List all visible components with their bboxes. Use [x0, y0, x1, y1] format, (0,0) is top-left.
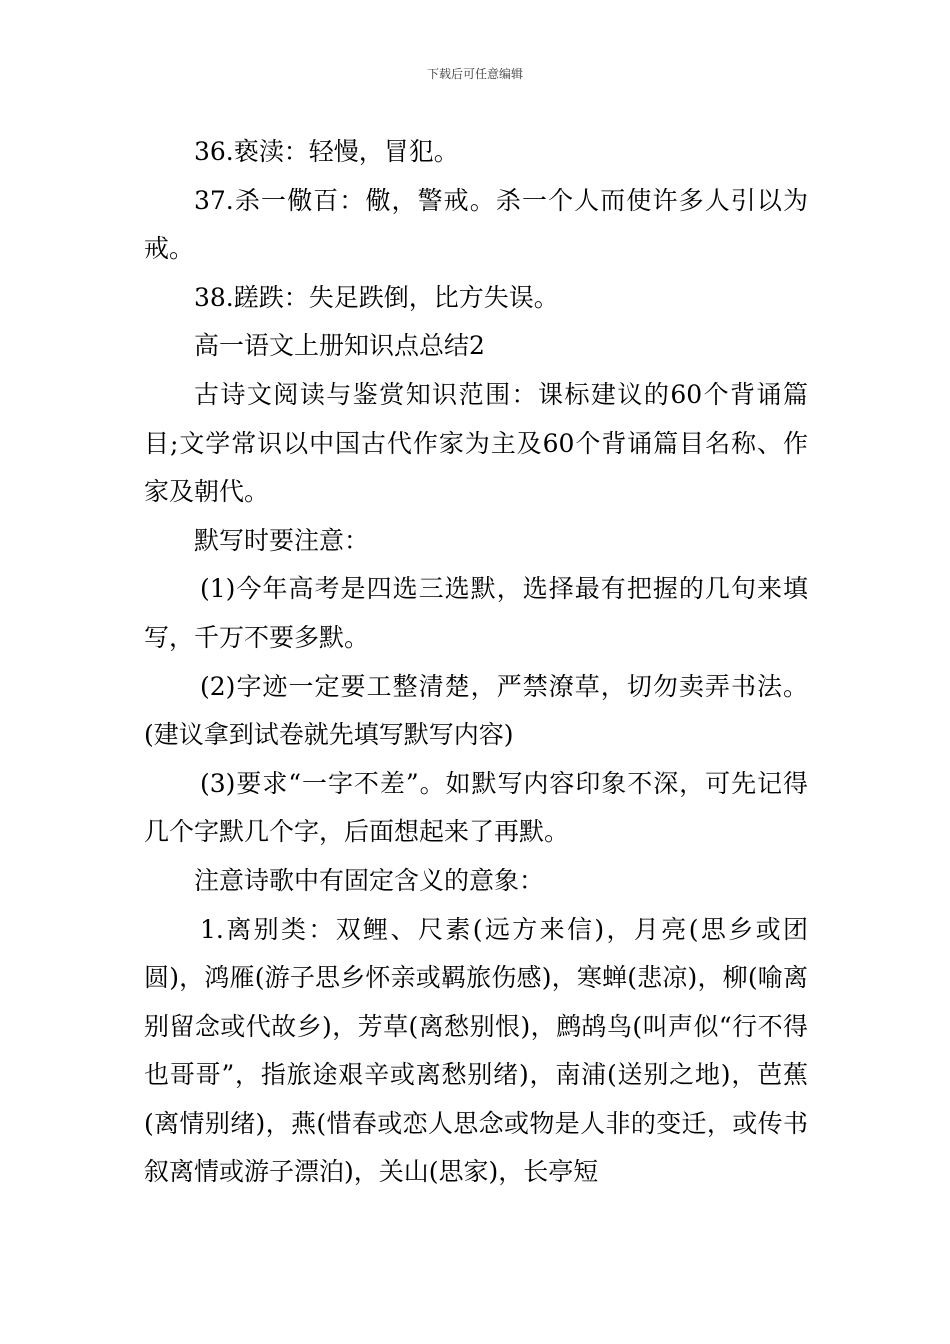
paragraph-item-36: 36.亵渎：轻慢，冒犯。 [194, 137, 459, 166]
paragraph-note-1: (1)今年高考是四选三选默，选择最有把握的几句来填写，千万不要多默。 [144, 574, 808, 652]
paragraph-item-38: 38.蹉跌：失足跌倒，比方失误。 [194, 282, 559, 312]
paragraph-item-37: 37.杀一儆百：儆，警戒。杀一个人而使许多人引以为戒。 [144, 185, 808, 264]
paragraph-dictation-notes: 默写时要注意： [194, 525, 370, 555]
paragraph-imagery-intro: 注意诗歌中有固定含义的意象： [194, 865, 545, 895]
page-header-note: 下载后可任意编辑 [426, 67, 523, 81]
section-heading: 高一语文上册知识点总结2 [194, 331, 485, 361]
paragraph-imagery-parting: 1.离别类：双鲤、尺素(远方来信)，月亮(思乡或团圆)，鸿雁(游子思乡怀亲或羁旅伤感)，寒蝉(悲凉)，柳(喻离别留念或代故乡)，芳草(离愁别恨)，鹧鸪鸟(叫声似“行不得也哥哥”，指旅途艰辛或离愁别绪)，南浦(送别之地)，芭蕉(离情别绪)，燕(惜春或恋人思念或物是人非的变迁，或传书叙离情或游子漂泊)，关山(思家)，长亭短 [144, 914, 808, 1187]
paragraph-note-2: (2)字迹一定要工整清楚，严禁潦草，切勿卖弄书法。(建议拿到试卷就先填写默写内容) [144, 671, 808, 750]
document-body [144, 128, 808, 1197]
paragraph-scope: 古诗文阅读与鉴赏知识范围：课标建议的60个背诵篇目;文学常识以中国古代作家为主及60个背诵篇目名称、作家及朝代。 [144, 379, 808, 507]
paragraph-note-3: (3)要求“一字不差”。如默写内容印象不深，可先记得几个字默几个字，后面想起来了再默。 [144, 768, 808, 847]
